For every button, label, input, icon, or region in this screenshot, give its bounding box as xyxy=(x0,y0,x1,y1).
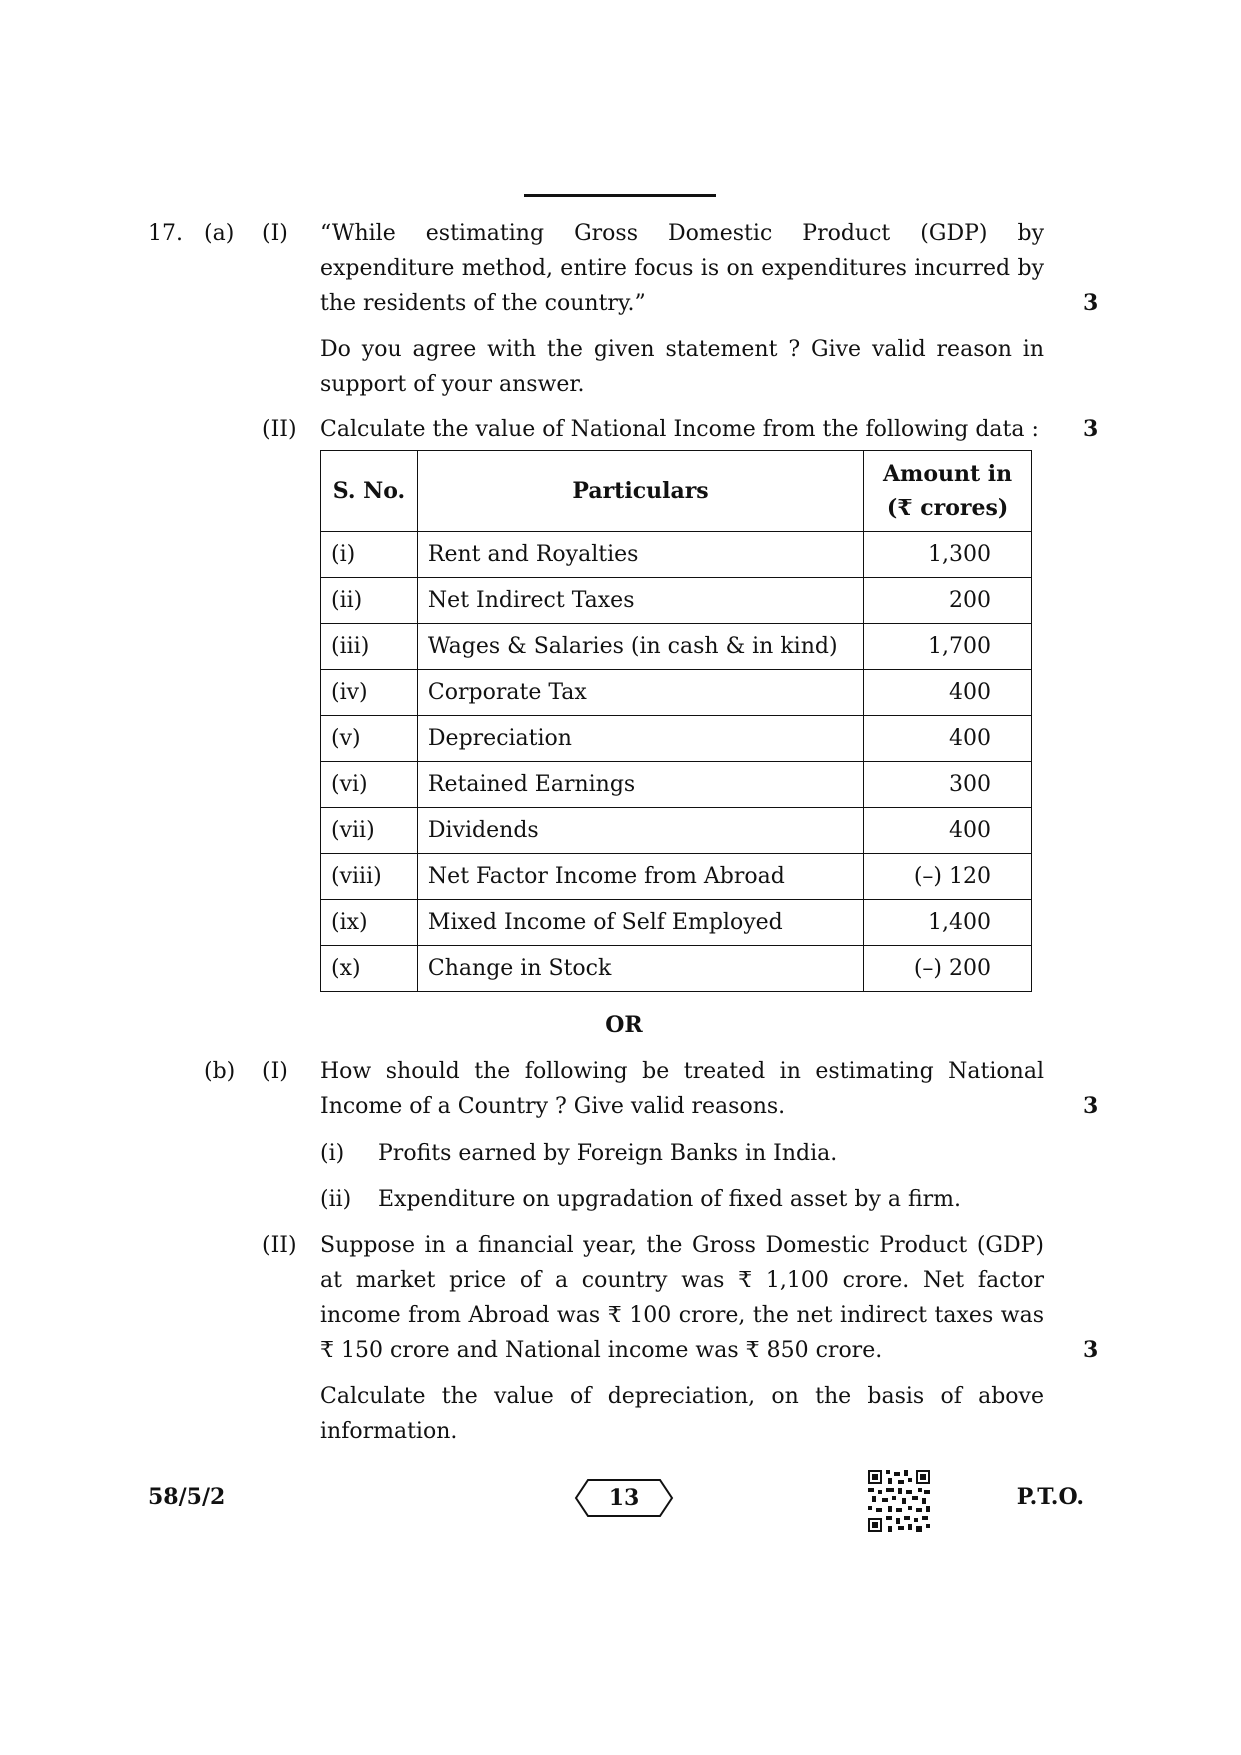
row-amount: 1,700 xyxy=(864,624,1032,670)
row-sno: (ii) xyxy=(321,578,418,624)
header-amount-line2: (₹ crores) xyxy=(886,495,1009,521)
row-particular: Mixed Income of Self Employed xyxy=(417,900,863,946)
row-sno: (iv) xyxy=(321,670,418,716)
part-b-I-item-label: (i) xyxy=(320,1141,345,1166)
part-a-II-text: Calculate the value of National Income from the following data : xyxy=(320,417,1039,442)
row-amount: 200 xyxy=(864,578,1032,624)
row-amount: 400 xyxy=(864,808,1032,854)
row-sno: (vii) xyxy=(321,808,418,854)
row-particular: Net Factor Income from Abroad xyxy=(417,854,863,900)
page-number-badge xyxy=(574,1478,674,1518)
part-b-I-item-label: (ii) xyxy=(320,1187,352,1212)
part-a-II-marks: 3 xyxy=(1083,416,1099,442)
part-a-I-statement-line1: “While estimating Gross Domestic Product (GDP) by xyxy=(320,221,1044,246)
part-b-I-marks: 3 xyxy=(1083,1093,1099,1119)
qr-code-icon xyxy=(868,1470,930,1532)
pto-label: P.T.O. xyxy=(1016,1484,1084,1510)
table-row xyxy=(321,762,1032,808)
top-rule-divider xyxy=(524,194,716,197)
part-a-I-statement-rest: expenditure method, entire focus is on expenditures incurred by the residents of the country.” xyxy=(320,256,1044,316)
part-a-I-question: Do you agree with the given statement ? Give valid reason in support of your answer. xyxy=(320,337,1044,397)
header-sno: S. No. xyxy=(321,451,418,532)
page-number: 13 xyxy=(608,1485,640,1511)
part-b-II-question: Calculate the value of depreciation, on the basis of above information. xyxy=(320,1384,1044,1444)
row-particular: Wages & Salaries (in cash & in kind) xyxy=(417,624,863,670)
question-number: 17. xyxy=(148,221,183,246)
or-separator: OR xyxy=(605,1012,643,1038)
part-a-I-label: (I) xyxy=(262,221,288,246)
part-b-II-text: Suppose in a financial year, the Gross Domestic Product (GDP) at market price of a country was ₹ 1,100 crore. Net factor income from Abroad was ₹ 100 crore, the net indirect taxes was ₹ 150 crore and National income was ₹ 850 crore. xyxy=(320,1233,1044,1363)
table-row xyxy=(321,532,1032,578)
row-sno: (v) xyxy=(321,716,418,762)
row-sno: (viii) xyxy=(321,854,418,900)
paper-code: 58/5/2 xyxy=(148,1484,226,1510)
row-amount: 400 xyxy=(864,716,1032,762)
row-particular: Dividends xyxy=(417,808,863,854)
table-row xyxy=(321,670,1032,716)
part-b-I-text: How should the following be treated in estimating National Income of a Country ? Give valid reasons. xyxy=(320,1059,1044,1119)
row-particular: Net Indirect Taxes xyxy=(417,578,863,624)
row-amount: (–) 120 xyxy=(864,854,1032,900)
row-amount: 300 xyxy=(864,762,1032,808)
part-a-II-label: (II) xyxy=(262,417,297,442)
table-header-row xyxy=(321,451,1032,532)
table-row xyxy=(321,900,1032,946)
row-particular: Change in Stock xyxy=(417,946,863,992)
row-amount: 1,300 xyxy=(864,532,1032,578)
part-b-label: (b) xyxy=(204,1059,236,1084)
row-sno: (vi) xyxy=(321,762,418,808)
table-row xyxy=(321,578,1032,624)
row-amount: 400 xyxy=(864,670,1032,716)
header-amount xyxy=(864,451,1032,532)
national-income-table xyxy=(320,450,1032,992)
part-b-II-marks: 3 xyxy=(1083,1337,1099,1363)
part-b-I-label: (I) xyxy=(262,1059,288,1084)
part-a-label: (a) xyxy=(204,221,235,246)
part-b-II-label: (II) xyxy=(262,1233,297,1258)
part-a-I-marks: 3 xyxy=(1083,290,1099,316)
row-sno: (i) xyxy=(321,532,418,578)
row-particular: Rent and Royalties xyxy=(417,532,863,578)
row-amount: (–) 200 xyxy=(864,946,1032,992)
part-b-I-item-text: Profits earned by Foreign Banks in India. xyxy=(378,1141,838,1166)
row-sno: (iii) xyxy=(321,624,418,670)
table-row xyxy=(321,854,1032,900)
row-sno: (x) xyxy=(321,946,418,992)
table-row xyxy=(321,716,1032,762)
part-b-I-item-text: Expenditure on upgradation of fixed asset by a firm. xyxy=(378,1187,962,1212)
row-particular: Retained Earnings xyxy=(417,762,863,808)
row-particular: Depreciation xyxy=(417,716,863,762)
row-sno: (ix) xyxy=(321,900,418,946)
header-particulars: Particulars xyxy=(417,451,863,532)
table-row xyxy=(321,808,1032,854)
table-row xyxy=(321,946,1032,992)
row-amount: 1,400 xyxy=(864,900,1032,946)
row-particular: Corporate Tax xyxy=(417,670,863,716)
header-amount-line1: Amount in xyxy=(882,461,1013,487)
table-row xyxy=(321,624,1032,670)
